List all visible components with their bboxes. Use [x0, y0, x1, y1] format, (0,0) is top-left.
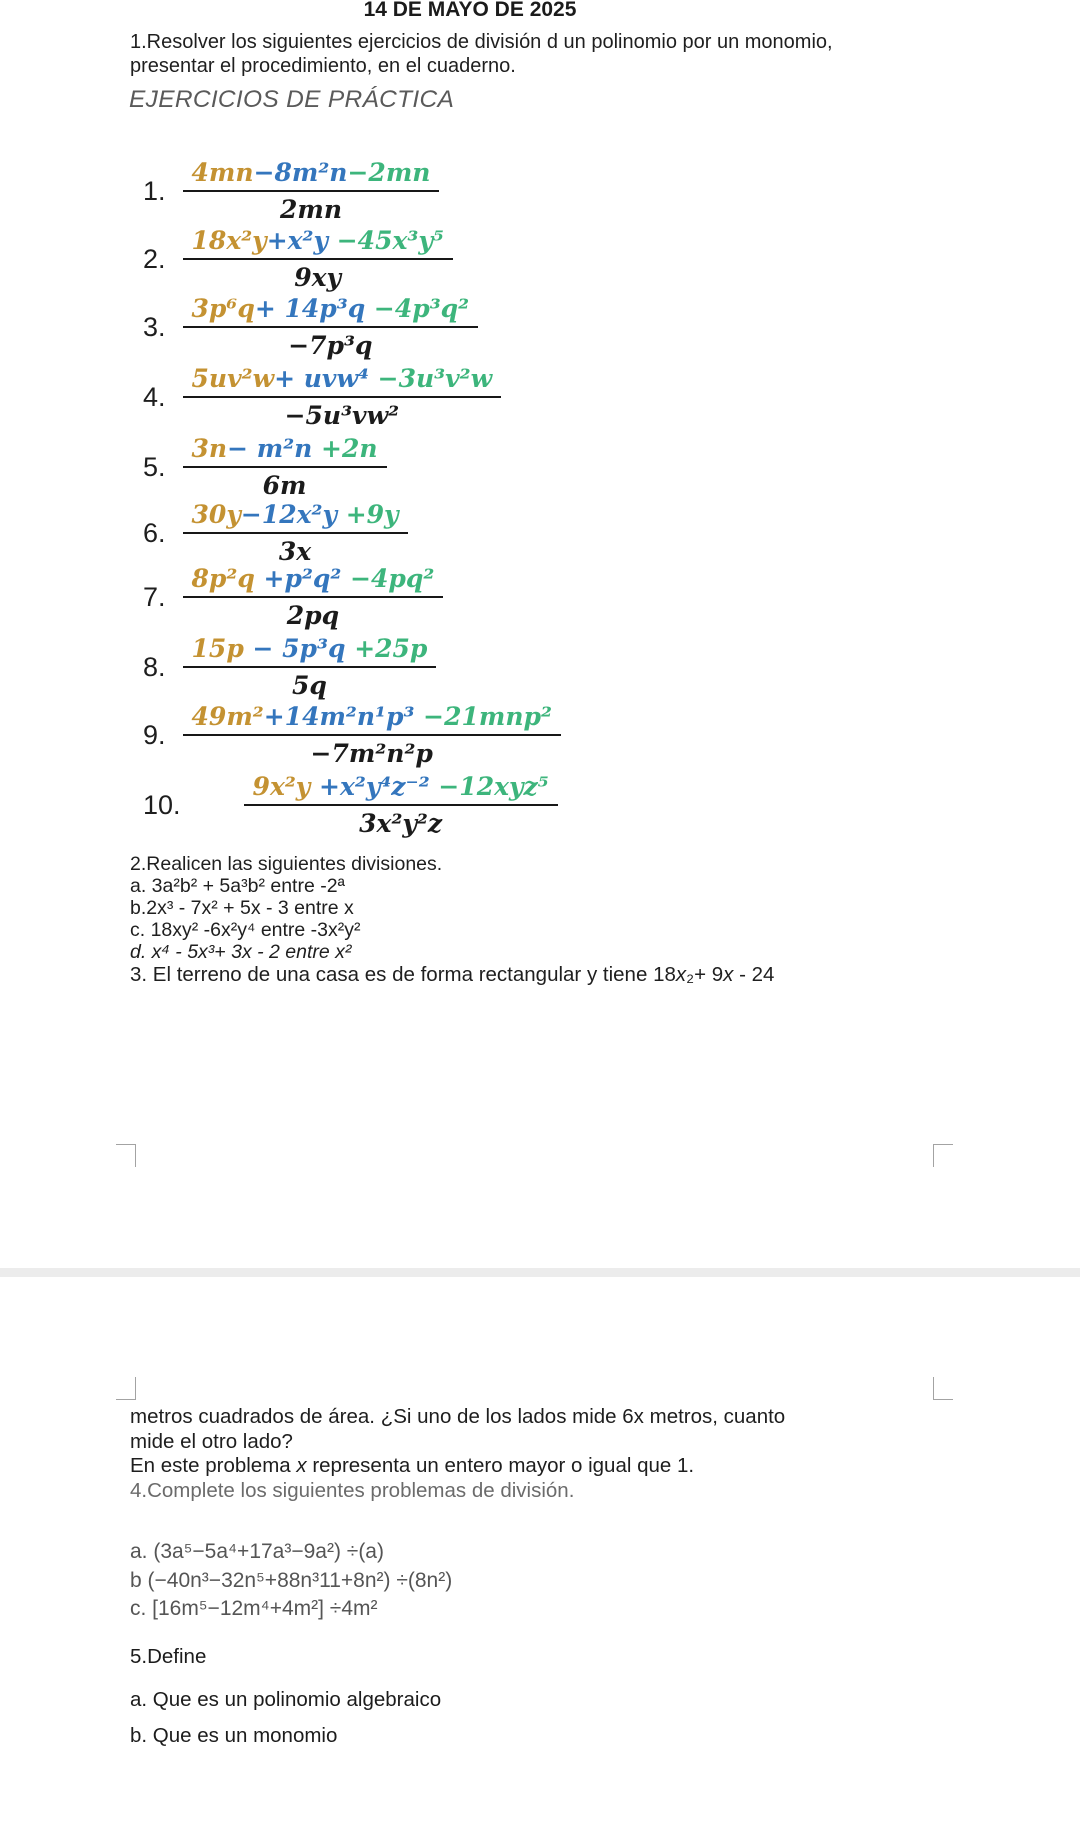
section-2-title: 2.Realicen las siguientes divisiones. [130, 853, 443, 875]
section-3-math: 18 [653, 963, 676, 986]
numerator-term-green: −3u³v²w [368, 364, 493, 393]
page2-top-right-margin-mark [933, 1377, 953, 1400]
page1-bottom-left-margin-mark [116, 1144, 136, 1167]
fraction [244, 772, 558, 838]
exercise-3 [143, 294, 478, 360]
numerator-term-gold: 9x²y [252, 772, 311, 801]
fraction [183, 634, 437, 700]
fraction [183, 434, 387, 500]
section-3-line [130, 963, 774, 986]
page2-line3-text: representa un entero mayor o igual que 1. [306, 1454, 695, 1478]
numerator-term-blue: + uvw⁴ [274, 364, 369, 393]
numerator-term-blue: − 5p³q [243, 634, 346, 663]
denominator: 6m [262, 471, 307, 500]
numerator [183, 158, 440, 192]
numerator-term-gold: 30y [191, 500, 241, 529]
fraction [183, 364, 502, 430]
numerator-term-green: +9y [336, 500, 399, 529]
numerator-term-blue: +x²y⁴z⁻² [310, 772, 430, 801]
section-3-var-x: x [675, 963, 687, 986]
numerator-term-gold: 3n [191, 434, 228, 463]
exercise-number: 8. [143, 651, 166, 682]
numerator [183, 226, 453, 260]
numerator-term-gold: 5uv²w [191, 364, 275, 393]
exercise-number: 3. [143, 311, 166, 342]
fraction [183, 702, 561, 768]
section-3-text: 3. El terreno de una casa es de forma rectangular y tiene [130, 963, 654, 986]
numerator [183, 434, 387, 468]
fraction [183, 500, 408, 566]
intro-line-1: 1.Resolver los siguientes ejercicios de división d un polinomio por un monomio, [130, 31, 833, 53]
numerator-term-gold: 3p⁶q [191, 294, 255, 323]
exercise-number: 5. [143, 451, 166, 482]
section-2-item-c: c. 18xy² -6x²y⁴ entre -3x²y² [130, 919, 361, 941]
page1-bottom-right-margin-mark [933, 1144, 953, 1167]
section-4 [130, 1538, 452, 1624]
exercise-number: 9. [143, 719, 166, 750]
fraction [183, 564, 444, 630]
intro-line-2: presentar el procedimiento, en el cuaderno. [130, 54, 516, 77]
numerator-term-green: −21mnp² [414, 702, 552, 731]
page2-var-x: x [296, 1454, 307, 1478]
page2-line-2: mide el otro lado? [130, 1429, 293, 1453]
doc-title: 14 DE MAYO DE 2025 [363, 0, 577, 21]
numerator [183, 500, 408, 534]
exercise-number: 4. [143, 381, 166, 412]
numerator-term-blue: −8m²n [253, 158, 348, 187]
numerator [183, 294, 479, 328]
fraction [183, 294, 479, 360]
denominator: 3x [278, 537, 312, 566]
denominator: 3x²y²z [359, 809, 443, 838]
numerator-term-green: −4pq² [341, 564, 435, 593]
numerator-term-blue: −12x²y [240, 500, 337, 529]
exercise-number: 6. [143, 517, 166, 548]
numerator-term-blue: − m²n [227, 434, 313, 463]
section-2-item-d: d. x⁴ - 5x³+ 3x - 2 entre x² [130, 941, 352, 963]
numerator-term-gold: 18x²y [191, 226, 267, 255]
fraction [183, 226, 453, 292]
numerator-term-green: +25p [345, 634, 428, 663]
exercise-4 [143, 364, 501, 430]
fraction [183, 158, 440, 224]
numerator-term-green: −12xyz⁵ [429, 772, 549, 801]
exercise-number: 2. [143, 243, 166, 274]
denominator: −7m²n²p [310, 739, 433, 768]
exercise-5 [143, 434, 387, 500]
section-4-item-a: a. (3a⁵−5a⁴+17a³−9a²) ÷(a) [130, 1540, 384, 1563]
denominator: 5q [292, 671, 327, 700]
exercise-2 [143, 226, 453, 292]
denominator: 2pq [286, 601, 340, 630]
numerator-term-blue: +x²y [266, 226, 329, 255]
exercise-10 [143, 772, 558, 838]
denominator: −5u³vw² [284, 401, 400, 430]
section-2-item-a: a. 3a²b² + 5a³b² entre -2ª [130, 875, 345, 897]
section-4-title: 4.Complete los siguientes problemas de división. [130, 1478, 575, 1502]
section-3-subscript: ₂ [686, 963, 695, 986]
exercise-number: 1. [143, 175, 166, 206]
numerator-term-blue: +14m²n¹p³ [263, 702, 415, 731]
numerator [183, 364, 502, 398]
section-3-var-x: x [723, 963, 734, 986]
exercise-6 [143, 500, 408, 566]
numerator-term-gold: 8p²q [191, 564, 255, 593]
numerator-term-blue: +p²q² [254, 564, 342, 593]
section-5-title: 5.Define [130, 1645, 207, 1668]
numerator-term-green: −2mn [347, 158, 431, 187]
section-2-item-b: b.2x³ - 7x² + 5x - 3 entre x [130, 897, 354, 919]
numerator [183, 564, 444, 598]
numerator-term-gold: 49m² [191, 702, 264, 731]
section-5-item-b: b. Que es un monomio [130, 1724, 338, 1747]
page2-paragraph [130, 1405, 930, 1503]
section-5-item-a: a. Que es un polinomio algebraico [130, 1688, 442, 1711]
page2-top-left-margin-mark [116, 1377, 136, 1400]
numerator-term-gold: 4mn [191, 158, 254, 187]
section-4-item-b: b (−40n³−32n⁵+88n³11+8n²) ÷(8n²) [130, 1568, 453, 1592]
numerator [183, 634, 437, 668]
intro-paragraph [130, 31, 930, 78]
numerator [244, 772, 558, 806]
page2-line-3 [130, 1454, 930, 1479]
numerator-term-green: +2n [312, 434, 378, 463]
practice-heading: EJERCICIOS DE PRÁCTICA [129, 86, 455, 113]
numerator-term-gold: 15p [191, 634, 244, 663]
page-break-band [0, 1268, 1080, 1277]
section-4-item-c: c. [16m⁵−12m⁴+4m²] ÷4m² [130, 1597, 378, 1620]
page2-line3-text: En este problema [130, 1454, 297, 1478]
section-3-math: + 9 [694, 963, 724, 986]
exercise-8 [143, 634, 436, 700]
numerator [183, 702, 561, 736]
denominator: −7p³q [288, 331, 373, 360]
exercise-number: 10. [143, 789, 181, 820]
section-2 [130, 853, 774, 986]
numerator-term-blue: + 14p³q [254, 294, 366, 323]
numerator-term-green: −45x³y⁵ [328, 226, 444, 255]
denominator: 9xy [294, 263, 342, 292]
numerator-term-green: −4p³q² [365, 294, 470, 323]
denominator: 2mn [279, 195, 343, 224]
exercise-9 [143, 702, 561, 768]
exercise-number: 7. [143, 581, 166, 612]
section-3-math: - 24 [733, 963, 775, 986]
exercise-1 [143, 158, 439, 224]
exercise-7 [143, 564, 443, 630]
page2-line-1: metros cuadrados de área. ¿Si uno de los lados mide 6x metros, cuanto [130, 1405, 786, 1428]
